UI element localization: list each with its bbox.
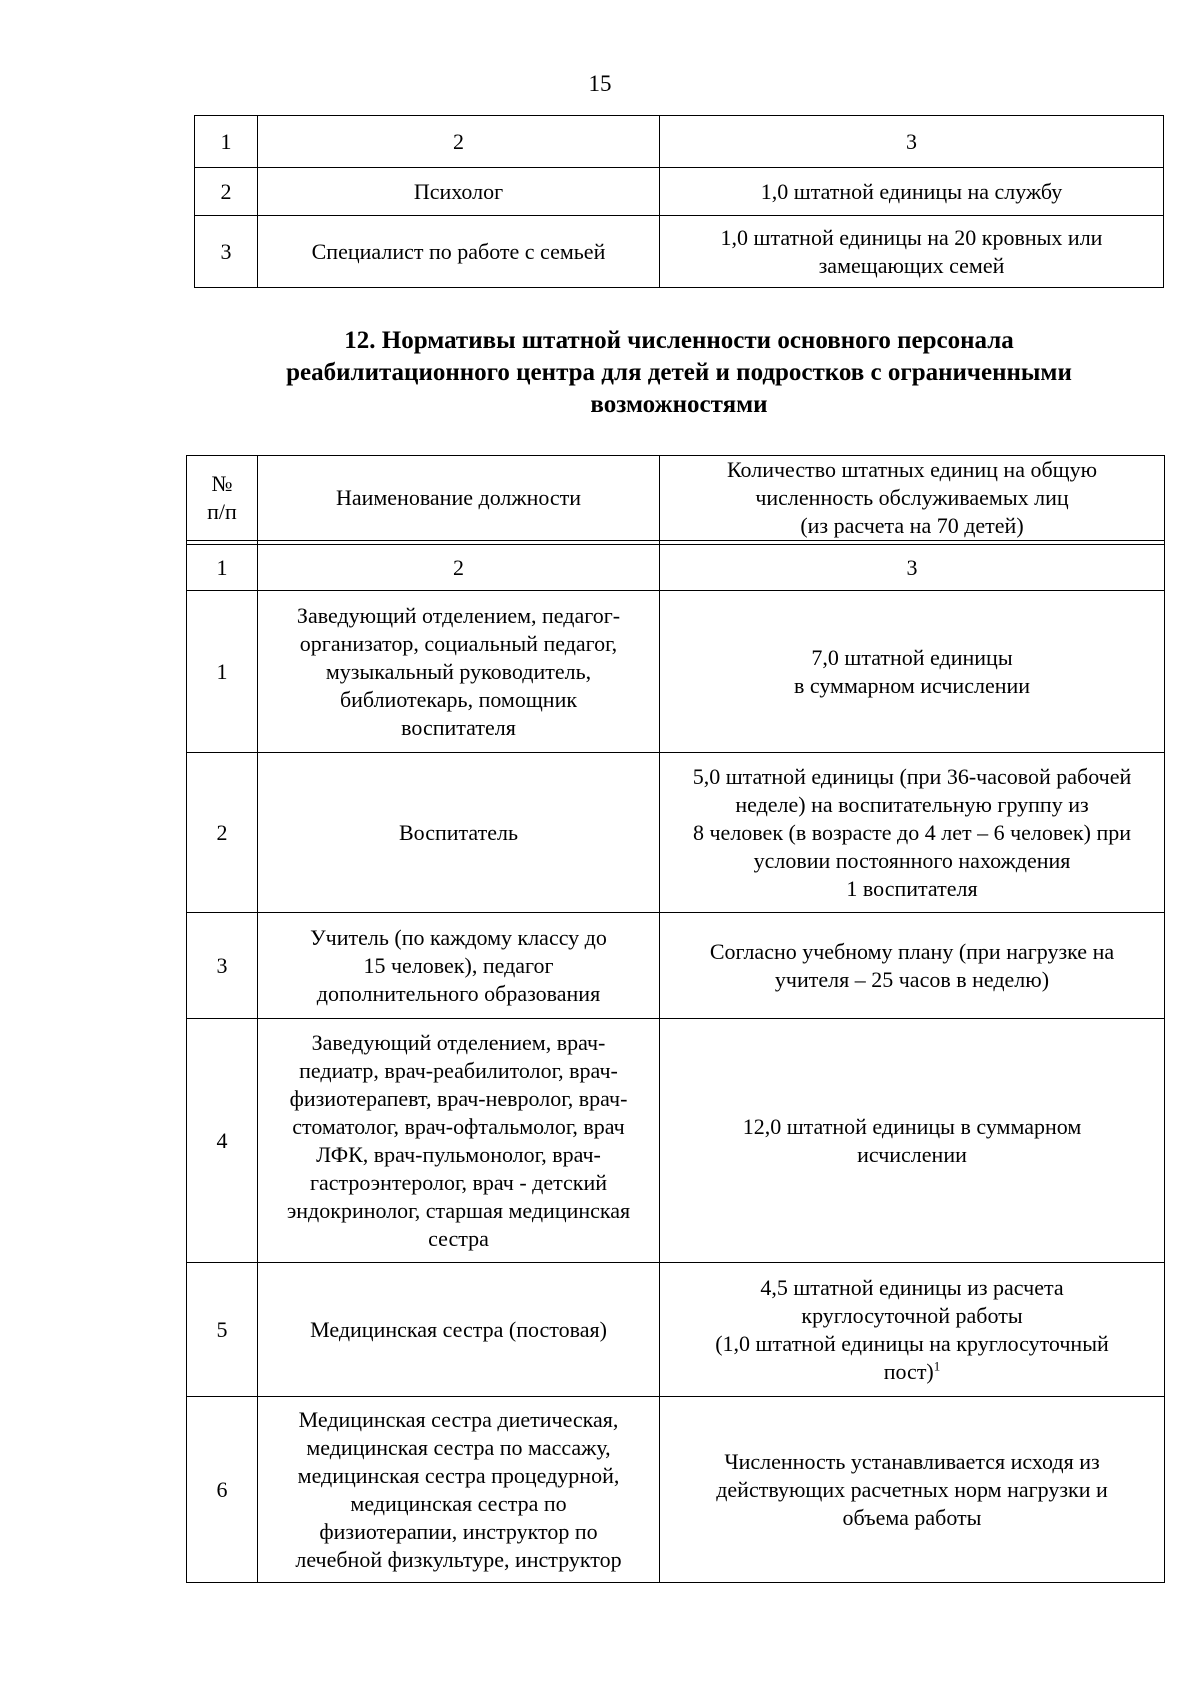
table-row — [187, 1263, 1165, 1397]
position-name-cell: Специалист по работе с семьей — [258, 216, 660, 288]
row-number-cell: 1 — [187, 591, 258, 753]
table-header-row — [187, 456, 1165, 541]
row-number-cell: 3 — [195, 216, 258, 288]
header-value-cell: Количество штатных единиц на общую численность обслуживаемых лиц (из расчета на 70 детей) — [660, 456, 1165, 541]
position-name-cell: Заведующий отделением, педагог- организатор, социальный педагог, музыкальный руководитель, библиотекарь, помощник воспитателя — [258, 591, 660, 753]
row-number-cell: 4 — [187, 1019, 258, 1263]
column-number-cell: 1 — [195, 116, 258, 168]
position-name-cell: Медицинская сестра (постовая) — [258, 1263, 660, 1397]
page-number: 15 — [588, 71, 612, 96]
staff-units-cell: Согласно учебному плану (при нагрузке на учителя – 25 часов в неделю) — [660, 913, 1165, 1019]
table-header-row — [195, 116, 1164, 168]
row-number-cell: 3 — [187, 913, 258, 1019]
staffing-table — [186, 455, 1165, 1583]
header-num-cell: № п/п — [187, 456, 258, 541]
position-name-cell: Учитель (по каждому классу до 15 человек), педагог дополнительного образования — [258, 913, 660, 1019]
column-number-cell: 2 — [258, 545, 660, 591]
table-row — [187, 753, 1165, 913]
column-number-row — [187, 545, 1165, 591]
table-row — [187, 913, 1165, 1019]
staff-units-cell: 1,0 штатной единицы на службу — [660, 168, 1164, 216]
column-number-cell: 1 — [187, 545, 258, 591]
staff-units-cell: 5,0 штатной единицы (при 36-часовой рабочей неделе) на воспитательную группу из 8 человек (в возрасте до 4 лет – 6 человек) при условии постоянного нахождения 1 воспитателя — [660, 753, 1165, 913]
section-heading: 12. Нормативы штатной численности основного персонала реабилитационного центра для детей и подростков с ограниченными возможностями — [286, 327, 1072, 418]
position-name-cell: Психолог — [258, 168, 660, 216]
row-number-cell: 6 — [187, 1397, 258, 1583]
footnote-marker: 1 — [933, 1358, 941, 1374]
table-row — [187, 591, 1165, 753]
staff-units-text: 4,5 штатной единицы из расчета круглосуточной работы (1,0 штатной единицы на круглосуточный пост) — [715, 1274, 1109, 1384]
table-row — [195, 168, 1164, 216]
table-row — [195, 216, 1164, 288]
staff-units-cell: 1,0 штатной единицы на 20 кровных или замещающих семей — [660, 216, 1164, 288]
row-number-cell: 2 — [195, 168, 258, 216]
position-name-cell: Воспитатель — [258, 753, 660, 913]
position-name-cell: Заведующий отделением, врач- педиатр, врач-реабилитолог, врач- физиотерапевт, врач-невролог, врач- стоматолог, врач-офтальмолог, врач ЛФК, врач-пульмонолог, врач- гастроэнтеролог, врач - детский эндокринолог, старшая медицинская сестра — [258, 1019, 660, 1263]
row-number-cell: 2 — [187, 753, 258, 913]
row-number-cell: 5 — [187, 1263, 258, 1397]
table-row — [187, 1397, 1165, 1583]
staff-units-cell — [660, 1263, 1165, 1397]
column-number-cell: 3 — [660, 545, 1165, 591]
staff-units-cell: 7,0 штатной единицы в суммарном исчислении — [660, 591, 1165, 753]
header-name-cell: Наименование должности — [258, 456, 660, 541]
position-name-cell: Медицинская сестра диетическая, медицинская сестра по массажу, медицинская сестра процедурной, медицинская сестра по физиотерапии, инструктор по лечебной физкультуре, инструктор — [258, 1397, 660, 1583]
column-number-cell: 3 — [660, 116, 1164, 168]
table-row — [187, 1019, 1165, 1263]
staff-units-cell: Численность устанавливается исходя из действующих расчетных норм нагрузки и объема работы — [660, 1397, 1165, 1583]
staff-units-cell: 12,0 штатной единицы в суммарном исчислении — [660, 1019, 1165, 1263]
top-table — [194, 115, 1164, 288]
column-number-cell: 2 — [258, 116, 660, 168]
